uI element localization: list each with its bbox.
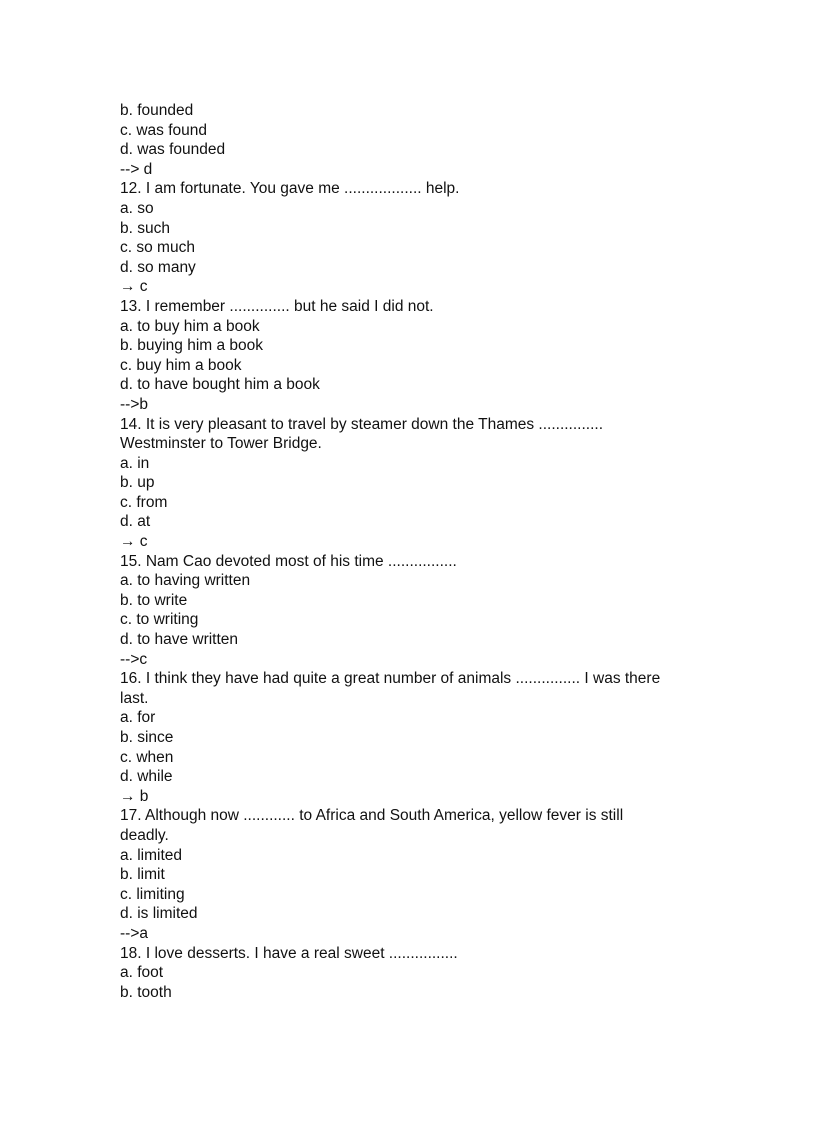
answer-line: → c bbox=[120, 278, 148, 296]
question-line: 17. Although now ............ to Africa and South America, yellow fever is still bbox=[120, 807, 624, 825]
option-line: b. buying him a book bbox=[120, 337, 264, 355]
question-line: 15. Nam Cao devoted most of his time ................ bbox=[120, 552, 457, 570]
answer-line: -->b bbox=[120, 395, 148, 413]
option-line: b. such bbox=[120, 219, 170, 237]
option-line: a. limited bbox=[120, 846, 183, 864]
option-line: a. for bbox=[120, 709, 156, 727]
option-line: b. limit bbox=[120, 866, 165, 884]
option-line: a. foot bbox=[120, 964, 164, 982]
option-line: d. to have written bbox=[120, 631, 239, 649]
option-line: b. founded bbox=[120, 102, 194, 119]
document-body bbox=[120, 101, 710, 1002]
answer-line: -->c bbox=[120, 650, 148, 668]
answer-line: → b bbox=[120, 787, 149, 805]
option-line: c. limiting bbox=[120, 885, 185, 903]
option-line: c. was found bbox=[120, 121, 208, 139]
option-line: c. when bbox=[120, 748, 174, 766]
option-line: b. tooth bbox=[120, 983, 172, 1001]
option-line: d. is limited bbox=[120, 905, 198, 923]
option-line: a. so bbox=[120, 199, 154, 217]
option-line: c. so much bbox=[120, 239, 195, 257]
answer-line: -->a bbox=[120, 924, 148, 942]
question-line: 18. I love desserts. I have a real sweet ................ bbox=[120, 944, 458, 962]
option-line: b. up bbox=[120, 474, 155, 492]
option-line: b. since bbox=[120, 729, 174, 746]
option-line: d. to have bought him a book bbox=[120, 376, 320, 394]
option-line: c. from bbox=[120, 493, 168, 511]
question-line: 12. I am fortunate. You gave me .................. help. bbox=[120, 180, 460, 198]
question-line: 13. I remember .............. but he said I did not. bbox=[120, 297, 434, 315]
answer-line: --> d bbox=[120, 160, 153, 178]
option-line: b. to write bbox=[120, 591, 188, 609]
option-line: d. so many bbox=[120, 258, 196, 276]
answer-line: → c bbox=[120, 533, 148, 551]
question-line: 16. I think they have had quite a great number of animals ............... I was there bbox=[120, 670, 661, 688]
option-line: a. in bbox=[120, 454, 150, 472]
question-line-continued: Westminster to Tower Bridge. bbox=[120, 435, 322, 453]
option-line: a. to having written bbox=[120, 572, 251, 590]
option-line: c. buy him a book bbox=[120, 356, 242, 374]
option-line: d. was founded bbox=[120, 141, 226, 159]
question-line: 14. It is very pleasant to travel by steamer down the Thames ............... bbox=[120, 415, 604, 433]
option-line: d. while bbox=[120, 768, 173, 786]
option-line: d. at bbox=[120, 513, 151, 531]
question-line-continued: last. bbox=[120, 689, 149, 707]
question-line-continued: deadly. bbox=[120, 826, 169, 844]
option-line: c. to writing bbox=[120, 611, 199, 629]
option-line: a. to buy him a book bbox=[120, 317, 260, 335]
